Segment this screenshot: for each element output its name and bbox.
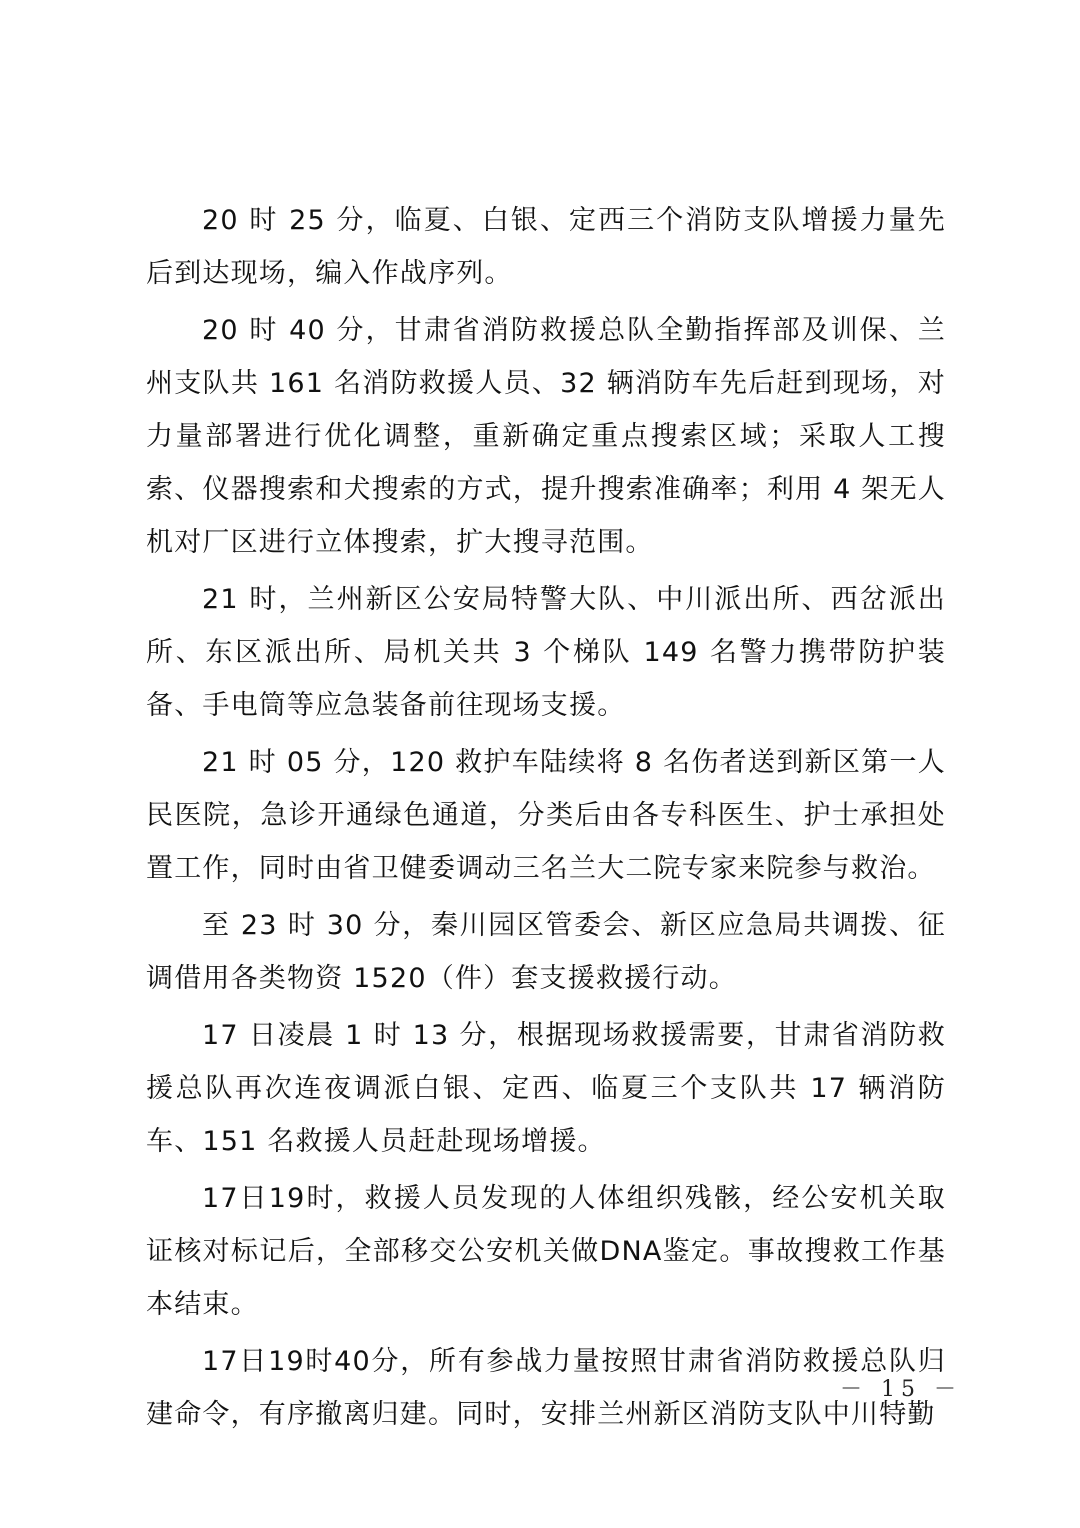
paragraph-7: 17日19时，救援人员发现的人体组织残骸，经公安机关取证核对标记后，全部移交公安机关做DNA鉴定。事故搜救工作基本结束。 xyxy=(146,1183,946,1320)
paragraph-2: 20 时 40 分，甘肃省消防救援总队全勤指挥部及训保、兰州支队共 161 名消防救援人员、32 辆消防车先后赶到现场，对力量部署进行优化调整，重新确定重点搜索区域；采取人工搜索、仪器搜索和犬搜索的方式，提升搜索准确率；利用 4 架无人机对厂区进行立体搜索，扩大搜寻范围。 xyxy=(146,315,946,558)
paragraph-6: 17 日凌晨 1 时 13 分，根据现场救援需要，甘肃省消防救援总队再次连夜调派白银、定西、临夏三个支队共 17 辆消防车、151 名救援人员赶赴现场增援。 xyxy=(146,1020,946,1157)
paragraph-1: 20 时 25 分，临夏、白银、定西三个消防支队增援力量先后到达现场，编入作战序列。 xyxy=(146,205,946,289)
body-text xyxy=(146,194,946,1445)
page-number: － 15 － xyxy=(840,1377,962,1402)
paragraph-4: 21 时 05 分，120 救护车陆续将 8 名伤者送到新区第一人民医院，急诊开通绿色通道，分类后由各专科医生、护士承担处置工作，同时由省卫健委调动三名兰大二院专家来院参与救治。 xyxy=(146,747,946,884)
paragraph-5: 至 23 时 30 分，秦川园区管委会、新区应急局共调拨、征调借用各类物资 1520（件）套支援救援行动。 xyxy=(146,910,946,994)
paragraph-3: 21 时，兰州新区公安局特警大队、中川派出所、西岔派出所、东区派出所、局机关共 3 个梯队 149 名警力携带防护装备、手电筒等应急装备前往现场支援。 xyxy=(146,584,946,721)
paragraph-8: 17日19时40分，所有参战力量按照甘肃省消防救援总队归建命令，有序撤离归建。同时，安排兰州新区消防支队中川特勤 xyxy=(146,1346,946,1430)
